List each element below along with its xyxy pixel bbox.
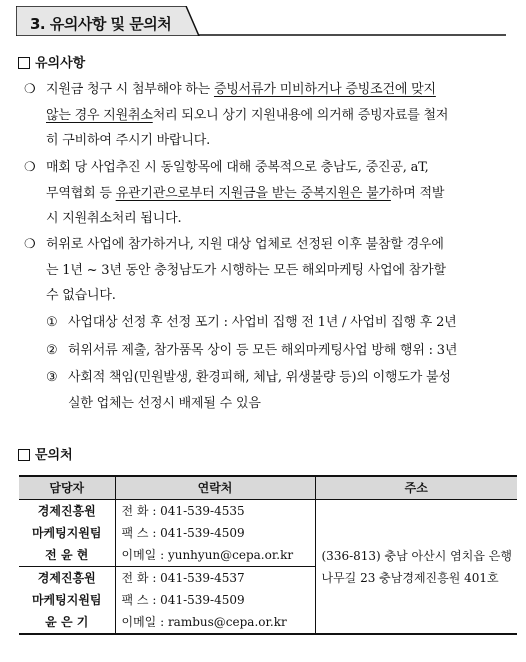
address-cell: (336-813) 충남 아산시 염치읍 은행나무길 23 충남경제진흥원 401호 [315,500,517,635]
penalty-list [46,310,516,416]
penalty-item-1: ① 사업대상 선정 후 선정 포기 : 사업비 집행 전 1년 / 사업비 집행 후 2년 [46,315,457,330]
note-item-3: ❍ 허위로 사업에 참가하거나, 지원 대상 업체로 선정된 이후 불참할 경우에 는 1년 ~ 3년 동안 충청남도가 시행하는 모든 해외마케팅 사업에 참가할 수 없습니다. [24,232,516,309]
note-item-2: ❍ 매회 당 사업추진 시 동일항목에 대해 중복적으로 충남도, 중진공, aT, 무역협회 등 유관기관으로부터 지원금을 받는 중복지원은 불가하며 적발 시 지원취소처리 됩니다. [24,155,516,232]
circle-bullet-icon: ❍ [24,160,36,175]
col-header-contact: 연락처 [115,476,315,500]
email-text: 이메일 : rambus@cepa.or.kr [121,615,287,629]
fax-text: 팩 스 : 041-539-4509 [121,526,245,540]
col-header-person: 담당자 [19,476,115,500]
section-title: 3. 유의사항 및 문의처 [30,15,172,33]
notes-heading: 유의사항 [18,52,85,71]
checkbox-square-icon [18,57,30,69]
contact-table [19,475,517,635]
penalty-item-3: ③ 사회적 책임(민원발생, 환경피해, 체납, 위생불량 등)의 이행도가 불성 [46,370,451,385]
contact-table-header [19,476,517,500]
table-row [19,500,517,567]
note-item-1: ❍ 지원금 청구 시 첨부해야 하는 증빙서류가 미비하거나 증빙조건에 맞지 않는 경우 지원취소처리 되오니 상기 지원내용에 의거해 증빙자료를 철저 히 구비하여 주시기 바랍니다. [24,77,516,154]
checkbox-square-icon [18,449,30,461]
phone-text: 전 화 : 041-539-4537 [121,571,245,585]
circle-bullet-icon: ❍ [24,82,36,97]
circle-bullet-icon: ❍ [24,237,36,252]
penalty-item-2: ② 허위서류 제출, 참가품목 상이 등 모든 해외마케팅사업 방해 행위 : 3년 [46,342,458,358]
fax-text: 팩 스 : 041-539-4509 [121,593,245,607]
col-header-address: 주소 [315,476,517,500]
person-cell: 경제진흥원 마케팅지원팀 윤 은 기 [19,567,115,635]
section-header [16,6,506,44]
contact-cell [115,500,315,567]
email-text: 이메일 : yunhyun@cepa.or.kr [121,548,294,562]
inquiry-heading: 문의처 [18,444,73,463]
penalty-item-3-cont: 실한 업체는 선정시 배제될 수 있음 [68,395,261,411]
contact-cell [115,567,315,635]
phone-text: 전 화 : 041-539-4535 [121,504,245,518]
person-cell: 경제진흥원 마케팅지원팀 전 윤 현 [19,500,115,567]
